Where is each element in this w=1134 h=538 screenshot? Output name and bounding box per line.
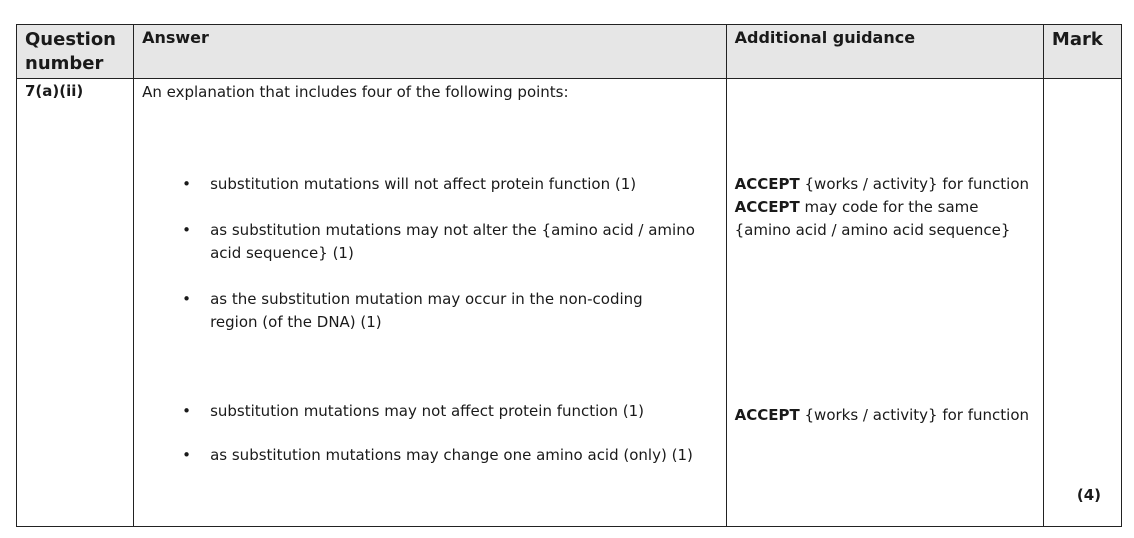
- header-question-number: Question number: [17, 25, 134, 79]
- answer-point-text-cont: acid sequence} (1): [210, 244, 354, 262]
- guidance-line: [735, 196, 979, 219]
- header-mark: Mark: [1043, 25, 1121, 79]
- answer-point-text: substitution mutations will not affect protein function (1): [210, 175, 637, 193]
- guidance-line: [735, 404, 1029, 427]
- guidance-keyword: ACCEPT: [734, 198, 800, 216]
- bullet-icon: •: [182, 175, 191, 193]
- mark-value: (4): [1076, 486, 1101, 504]
- guidance-line: [735, 173, 1029, 196]
- guidance-text: {works / activity} for function: [799, 406, 1030, 424]
- bullet-icon: •: [182, 290, 191, 308]
- bullet-icon: •: [182, 446, 191, 464]
- header-additional-guidance: Additional guidance: [726, 25, 1043, 79]
- guidance-text: may code for the same: [799, 198, 979, 216]
- answer-row: [17, 79, 1122, 527]
- answer-point-text: as substitution mutations may change one amino acid (only) (1): [210, 446, 693, 464]
- bullet-icon: •: [182, 402, 191, 420]
- mark-cell: [1043, 79, 1121, 527]
- answer-point-text: substitution mutations may not affect protein function (1): [210, 402, 645, 420]
- header-row: [17, 25, 1122, 79]
- answer-point-text-cont: region (of the DNA) (1): [210, 313, 382, 331]
- header-answer: Answer: [134, 25, 727, 79]
- mark-scheme-table: [16, 24, 1122, 527]
- question-number-cell: 7(a)(ii): [17, 79, 134, 527]
- guidance-text: {works / activity} for function: [799, 175, 1030, 193]
- answer-point-text: as the substitution mutation may occur in the non-coding: [210, 290, 643, 308]
- answer-intro: An explanation that includes four of the following points:: [142, 83, 569, 101]
- answer-point-text: as substitution mutations may not alter the {amino acid / amino: [210, 221, 695, 239]
- answer-cell: [134, 79, 727, 527]
- guidance-cell: [726, 79, 1043, 527]
- guidance-keyword: ACCEPT: [734, 406, 800, 424]
- bullet-icon: •: [182, 221, 191, 239]
- guidance-keyword: ACCEPT: [734, 175, 800, 193]
- guidance-line: {amino acid / amino acid sequence}: [734, 221, 1011, 239]
